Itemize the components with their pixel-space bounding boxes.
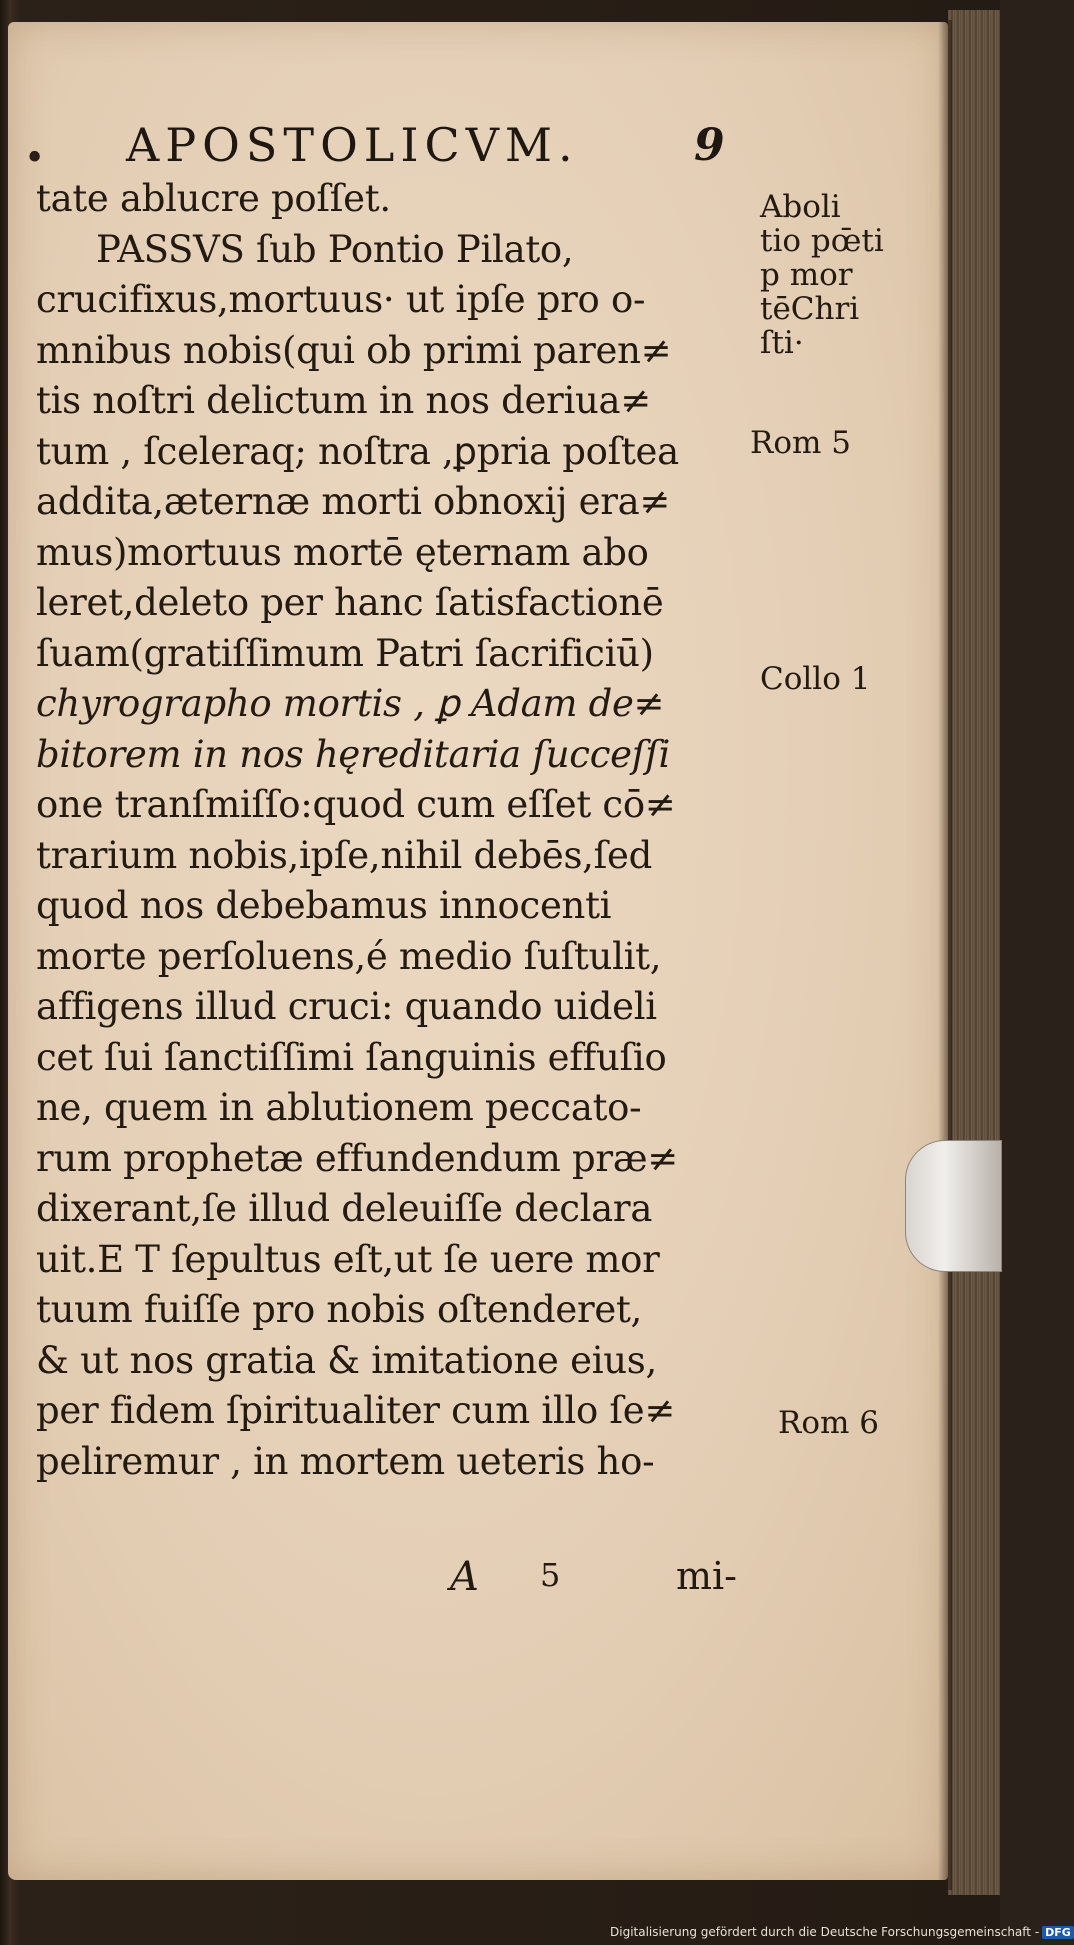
signature-number: 5 — [540, 1556, 561, 1594]
body-text — [36, 174, 776, 1487]
margin-note-line: ſti· — [760, 325, 804, 361]
margin-note-line: tio pœ̄ti — [760, 223, 884, 259]
text-line: affigens illud cruci: quando uideli — [36, 985, 657, 1028]
text-line: per fidem ſpiritualiter cum illo ſe≠ — [36, 1389, 676, 1432]
text-line: trarium nobis,ipſe,nihil debēs,ſed — [36, 833, 652, 877]
margin-note-collo1: Collo 1 — [760, 661, 871, 697]
dfg-logo-badge: DFG — [1042, 1926, 1074, 1939]
margin-note-rom6: Rom 6 — [778, 1405, 879, 1441]
text-line: chyrographo mortis , ꝑ Adam de≠ — [36, 682, 665, 725]
book-page — [8, 22, 948, 1880]
text-line: tum , ſceleraq; noſtra ,ꝑpria poſtea — [36, 429, 679, 473]
signature-mark: A — [450, 1554, 479, 1600]
text-line: tate ablucre poſſet. — [36, 177, 391, 220]
text-line: morte perſoluens,é medio ſuſtulit, — [36, 934, 662, 978]
page-number: 9 — [694, 120, 725, 171]
book-fore-edge — [948, 10, 1000, 1895]
text-line: uit.E T ſepultus eſt,ut ſe uere mor — [36, 1237, 660, 1281]
text-line: leret,deleto per hanc ſatisfactionē — [36, 581, 664, 624]
header-bullet: • — [24, 138, 46, 179]
margin-note-line: tēChri — [760, 291, 860, 327]
footer-text: Digitalisierung gefördert durch die Deutsche Forschungsgemeinschaft - — [610, 1925, 1040, 1939]
text-line: tis noſtri delictum in nos deriua≠ — [36, 379, 651, 422]
margin-note-abolitio — [760, 190, 884, 360]
text-line: & ut nos gratia & imitatione eius, — [36, 1338, 657, 1382]
text-line: tuum fuiſſe pro nobis oſtenderet, — [36, 1288, 643, 1331]
text-line: one tranſmiſſo:quod cum eſſet cō≠ — [36, 783, 676, 826]
text-line: PASSVS ſub Pontio Pilato, — [96, 227, 574, 271]
text-line: cet ſui ſanctiſſimi ſanguinis effuſio — [36, 1035, 667, 1079]
text-line: bitorem in nos hęreditaria ſucceſſi — [36, 732, 671, 776]
text-line: rum prophetæ effundendum præ≠ — [36, 1136, 678, 1180]
catchline — [8, 1554, 768, 1604]
text-line: addita,æternæ morti obnoxij era≠ — [36, 480, 671, 523]
page-clip-tab — [905, 1140, 1002, 1272]
text-line: mnibus nobis(qui ob primi paren≠ — [36, 328, 672, 372]
catchword: mi- — [676, 1554, 738, 1598]
text-line: ſuam(gratiſſimum Patri ſacrificiū) — [36, 631, 654, 675]
text-line: crucifixus,mortuus· ut ipſe pro o- — [36, 278, 646, 321]
text-line: peliremur , in mortem ueteris ho- — [36, 1439, 655, 1483]
text-line: mus)mortuus mortē ęternam abo — [36, 530, 649, 574]
text-line: quod nos debebamus innocenti — [36, 884, 612, 927]
running-head: APOSTOLICVM. — [126, 118, 579, 172]
digitization-footer — [610, 1925, 1074, 1939]
page-edge-shadow — [938, 20, 952, 1890]
text-line: dixerant,ſe illud deleuiſſe declara — [36, 1187, 653, 1230]
margin-note-line: p mor — [760, 257, 853, 293]
margin-note-line: Aboli — [760, 189, 841, 225]
margin-note-rom5: Rom 5 — [750, 425, 851, 461]
text-line: ne, quem in ablutionem peccato- — [36, 1086, 642, 1129]
